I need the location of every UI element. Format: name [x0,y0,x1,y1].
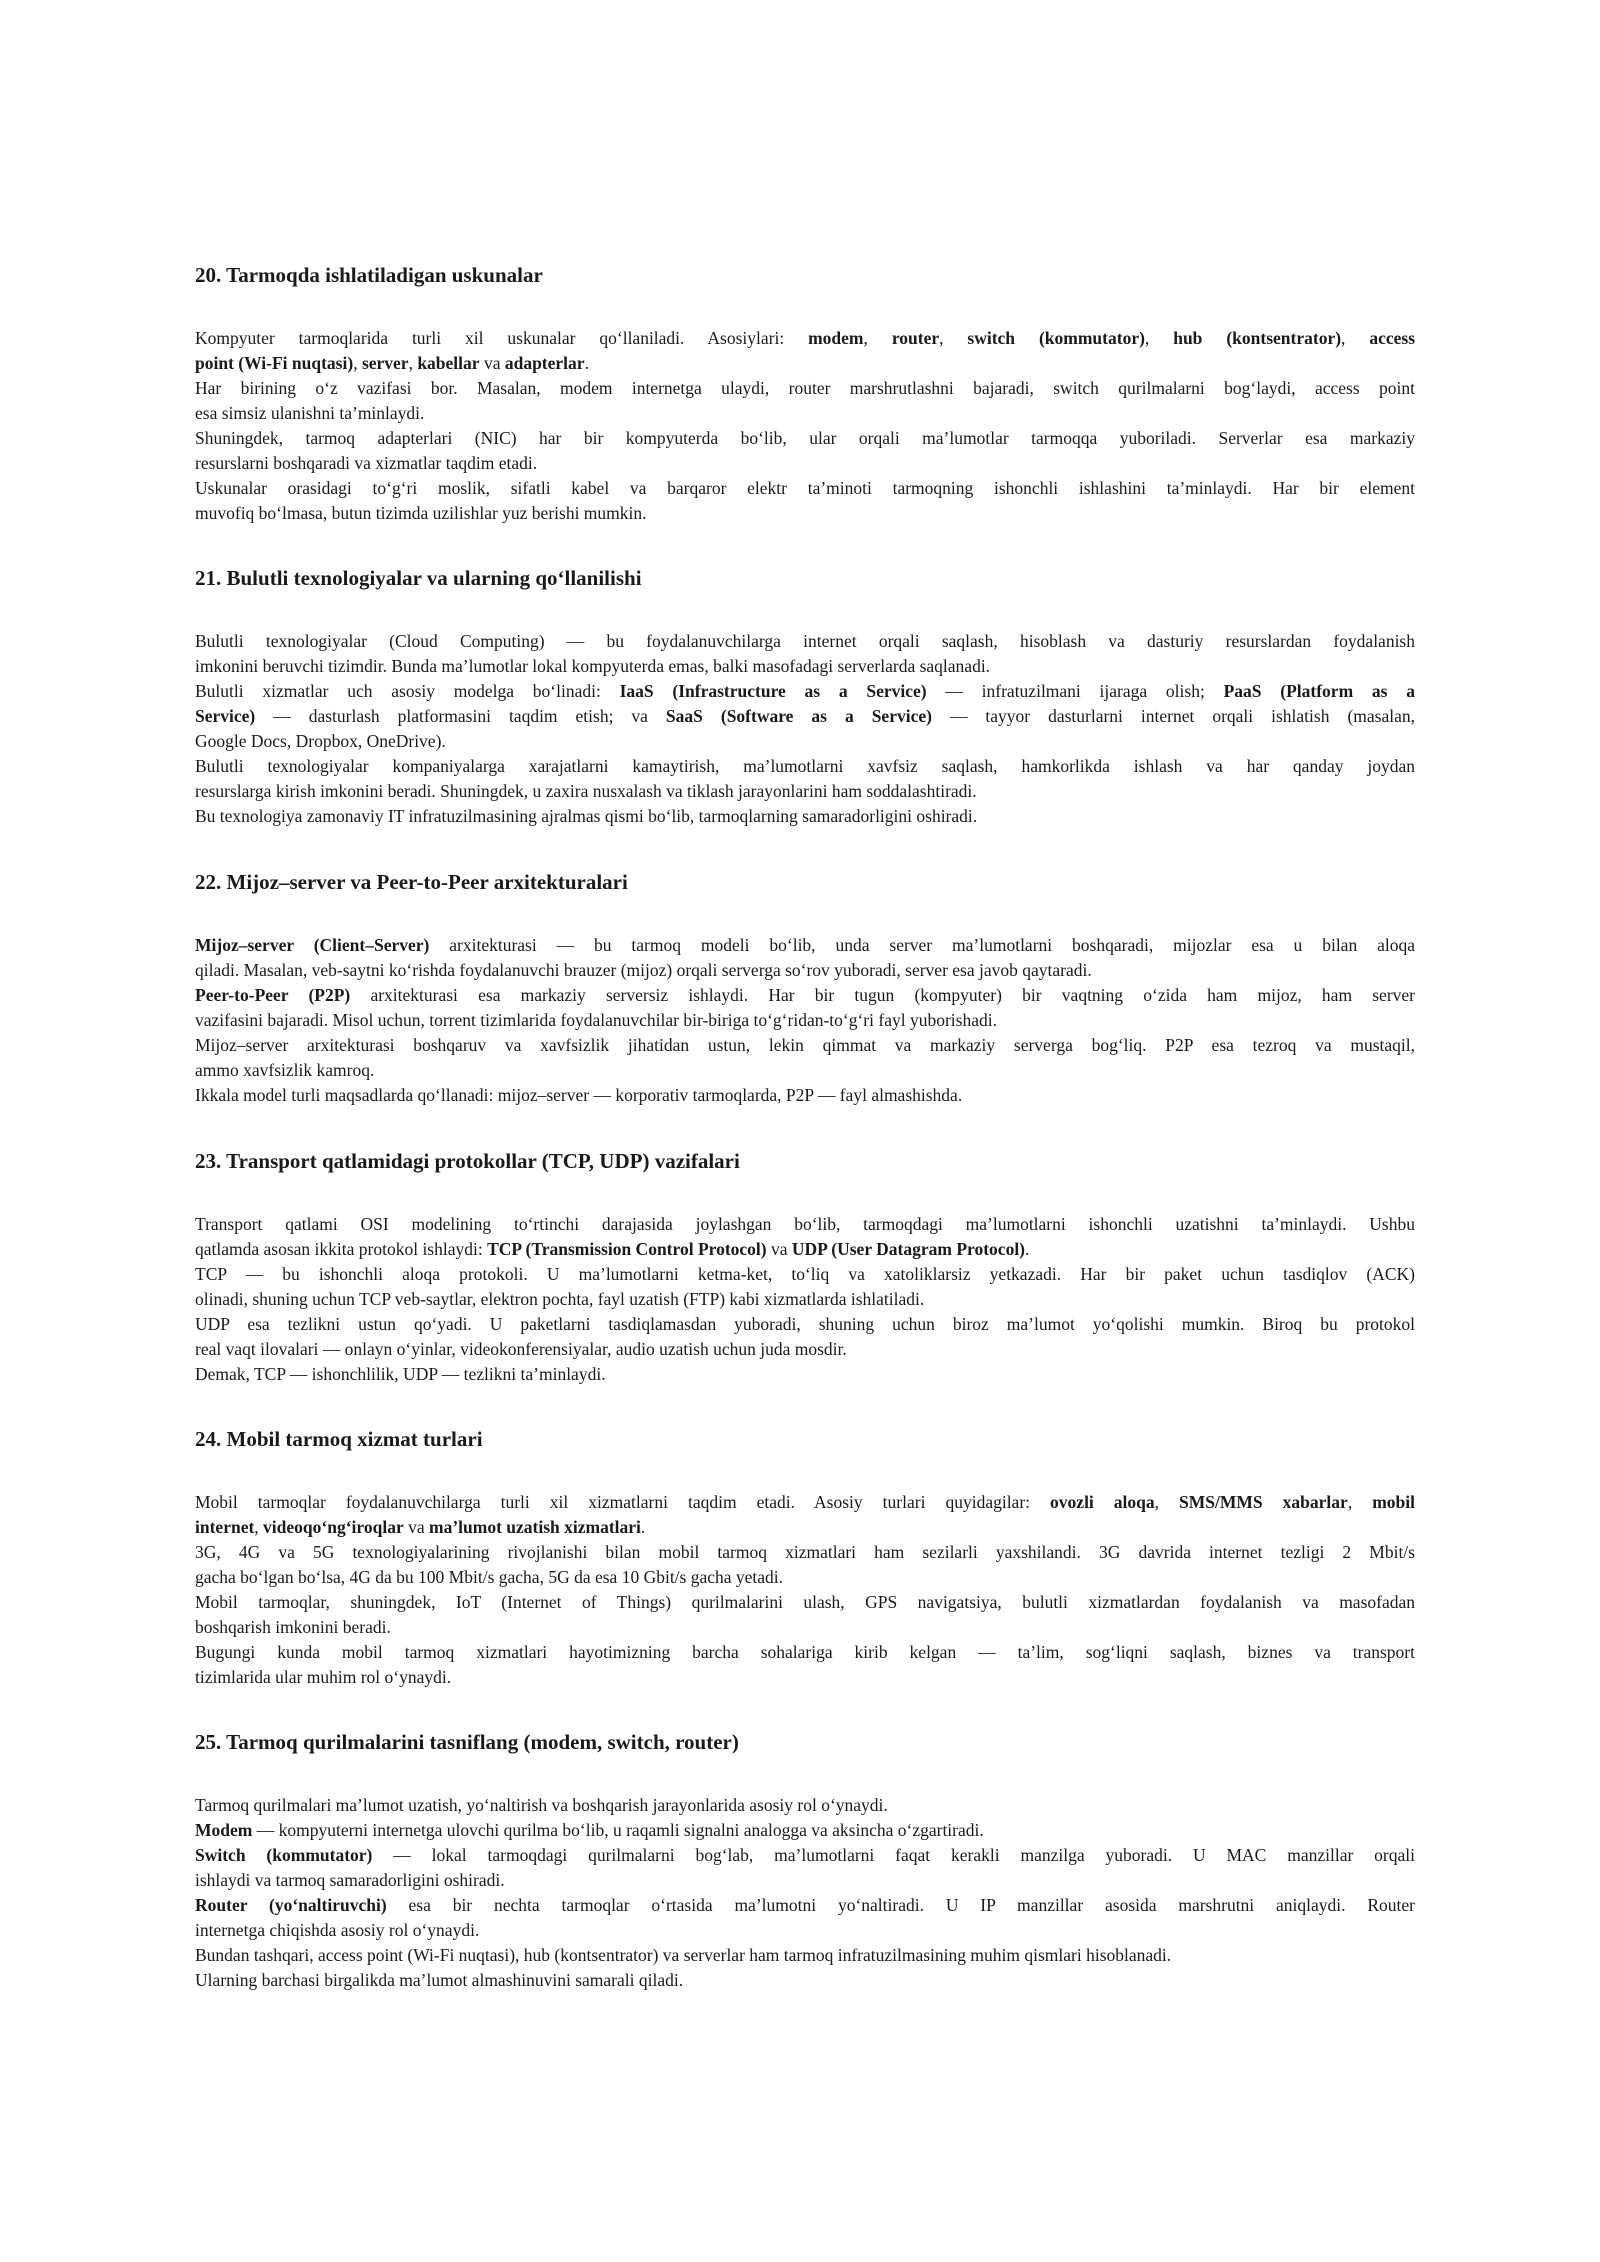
bold-term: modem [808,328,864,348]
paragraph-line [195,1058,1415,1083]
paragraph-line [195,1033,1415,1058]
text-run: qatlamda asosan ikkita protokol ishlaydi: [195,1239,488,1259]
section-paragraph [195,1490,1415,1690]
text-run: Ularning barchasi birgalikda ma’lumot almashinuvini samarali qiladi. [195,1970,684,1990]
paragraph-line [195,933,1415,958]
section-22 [195,869,1415,1108]
paragraph-line [195,1868,1415,1893]
text-run: vazifasini bajaradi. Misol uchun, torrent tizimlarida foydalanuvchilar bir-biriga to‘g‘ridan-to‘g‘ri fayl yuborishadi. [195,1010,997,1030]
paragraph-line [195,451,1415,476]
text-run: real vaqt ilovalari — onlayn o‘yinlar, videokonferensiyalar, audio uzatish uchun juda mosdir. [195,1339,847,1359]
paragraph-line [195,1590,1415,1615]
paragraph-line [195,1918,1415,1943]
text-run: , [1341,328,1370,348]
text-run: tizimlarida ular muhim rol o‘ynaydi. [195,1667,452,1687]
paragraph-line [195,351,1415,376]
text-run: , [1347,1492,1373,1512]
paragraph-line [195,1615,1415,1640]
text-run: imkonini beruvchi tizimdir. Bunda ma’lumotlar lokal kompyuterda emas, balki masofadagi serverlarda saqlanadi. [195,656,991,676]
paragraph-line [195,654,1415,679]
text-run: Shuningdek, tarmoq adapterlari (NIC) har bir kompyuterda bo‘lib, ular orqali ma’lumotlar tarmoqqa yuboriladi. Serverlar esa markaziy [195,428,1415,448]
bold-term: adapterlar [504,353,585,373]
bold-term: ovozli aloqa [1050,1492,1155,1512]
paragraph-line [195,1262,1415,1287]
paragraph-line [195,629,1415,654]
bold-term: point (Wi-Fi nuqtasi) [195,353,354,373]
section-25 [195,1729,1415,1993]
text-run: , [353,353,362,373]
text-run: boshqarish imkonini beradi. [195,1617,391,1637]
bold-term: Router (yo‘naltiruvchi) [195,1895,387,1915]
paragraph-line [195,804,1415,829]
paragraph-line [195,754,1415,779]
bold-term: mobil [1372,1492,1415,1512]
paragraph-line [195,729,1415,754]
bold-term: access [1369,328,1416,348]
paragraph-line [195,401,1415,426]
text-run: Bulutli texnologiyalar (Cloud Computing) — bu foydalanuvchilarga internet orqali saqlash, hisoblash va dasturiy resurslardan foydalanish [195,631,1415,651]
paragraph-line [195,326,1415,351]
section-paragraph [195,1212,1415,1387]
text-run: Bulutli xizmatlar uch asosiy modelga bo‘linadi: [195,681,620,701]
section-heading: 25. Tarmoq qurilmalarini tasniflang (modem, switch, router) [195,1730,739,1754]
text-run: Mijoz–server arxitekturasi boshqaruv va xavfsizlik jihatidan ustun, lekin qimmat va markaziy serverga bog‘liq. P2P esa tezroq va mustaqil, [195,1035,1415,1055]
section-paragraph [195,933,1415,1108]
section-23 [195,1148,1415,1387]
bold-term: Service) [195,706,256,726]
bold-term: SMS/MMS xabarlar [1179,1492,1348,1512]
text-run: va [479,353,505,373]
text-run: esa simsiz ulanishni ta’minlaydi. [195,403,425,423]
text-run: arxitekturasi — bu tarmoq modeli bo‘lib, unda server ma’lumotlarni boshqaradi, mijozlar esa u bilan aloqa [429,935,1415,955]
paragraph-line [195,704,1415,729]
paragraph-line [195,1287,1415,1312]
paragraph-line [195,1943,1415,1968]
text-run: Google Docs, Dropbox, OneDrive). [195,731,446,751]
paragraph-line [195,1008,1415,1033]
bold-term: internet [195,1517,255,1537]
text-run: Bu texnologiya zamonaviy IT infratuzilmasining ajralmas qismi bo‘lib, tarmoqlarning samaradorligini oshiradi. [195,806,978,826]
paragraph-line [195,1793,1415,1818]
bold-term: router [891,328,940,348]
text-run: , [408,353,418,373]
bold-term: kabellar [417,353,480,373]
paragraph-line [195,679,1415,704]
text-run: , [939,328,968,348]
paragraph-line [195,1665,1415,1690]
bold-term: Modem [195,1820,253,1840]
paragraph-line [195,1565,1415,1590]
text-run: Demak, TCP — ishonchlilik, UDP — tezlikni ta’minlaydi. [195,1364,606,1384]
bold-term: Peer-to-Peer (P2P) [195,985,351,1005]
section-paragraph [195,326,1415,526]
text-run: , [1154,1492,1180,1512]
text-run: qiladi. Masalan, veb-saytni ko‘rishda foydalanuvchi brauzer (mijoz) orqali serverga so‘rov yuboradi, server esa javob qaytaradi. [195,960,1092,980]
bold-term: switch (kommutator) [967,328,1145,348]
text-run: Uskunalar orasidagi to‘g‘ri moslik, sifatli kabel va barqaror elektr ta’minoti tarmoqning ishonchli ishlashini ta’minlaydi. Har bir element [195,478,1415,498]
bold-term: Switch (kommutator) [195,1845,373,1865]
paragraph-line [195,376,1415,401]
text-run: . [640,1517,646,1537]
text-run: muvofiq bo‘lmasa, butun tizimda uzilishlar yuz berishi mumkin. [195,503,647,523]
paragraph-line [195,1818,1415,1843]
text-run: . [584,353,589,373]
text-run: Kompyuter tarmoqlarida turli xil uskunalar qo‘llaniladi. Asosiylari: [195,328,809,348]
text-run: , [1144,328,1174,348]
text-run: va [403,1517,429,1537]
section-heading: 21. Bulutli texnologiyalar va ularning qo‘llanilishi [195,566,642,590]
paragraph-line [195,1237,1415,1262]
bold-term: SaaS (Software as a Service) [665,706,932,726]
bold-term: hub (kontsentrator) [1173,328,1342,348]
section-21 [195,565,1415,829]
paragraph-line [195,1540,1415,1565]
text-run: Har birining o‘z vazifasi bor. Masalan, modem internetga ulaydi, router marshrutlashni bajaradi, switch qurilmalarni bog‘laydi, access point [195,378,1415,398]
bold-term: server [361,353,409,373]
bold-term: videoqo‘ng‘iroqlar [263,1517,404,1537]
text-run: — kompyuterni internetga ulovchi qurilma bo‘lib, u raqamli signalni analogga va aksincha o‘zgartiradi. [252,1820,984,1840]
paragraph-line [195,501,1415,526]
text-run: ammo xavfsizlik kamroq. [195,1060,375,1080]
text-run: Ikkala model turli maqsadlarda qo‘llanadi: mijoz–server — korporativ tarmoqlarda, P2P — fayl almashishda. [195,1085,963,1105]
text-run: esa bir nechta tarmoqlar o‘rtasida ma’lumotni yo‘naltiradi. U IP manzillar asosida marshrutni aniqlaydi. Router [386,1895,1415,1915]
paragraph-line [195,476,1415,501]
section-heading: 23. Transport qatlamidagi protokollar (TCP, UDP) vazifalari [195,1149,740,1173]
text-run: Mobil tarmoqlar foydalanuvchilarga turli xil xizmatlarni taqdim etadi. Asosiy turlari quyidagilar: [195,1492,1051,1512]
text-run: UDP esa tezlikni ustun qo‘yadi. U paketlarni tasdiqlamasdan yuboradi, shuning uchun biroz ma’lumot yo‘qolishi mumkin. Biroq bu protokol [195,1314,1415,1334]
bold-term: UDP (User Datagram Protocol) [791,1239,1026,1259]
text-run: olinadi, shuning uchun TCP veb-saytlar, elektron pochta, fayl uzatish (FTP) kabi xizmatlarda ishlatiladi. [195,1289,925,1309]
text-run: Transport qatlami OSI modelining to‘rtinchi darajasida joylashgan bo‘lib, tarmoqdagi ma’lumotlarni ishonchli uzatishni ta’minlaydi. Ushbu [195,1214,1415,1234]
paragraph-line [195,1212,1415,1237]
section-heading: 20. Tarmoqda ishlatiladigan uskunalar [195,263,543,287]
paragraph-line [195,983,1415,1008]
paragraph-line [195,1843,1415,1868]
bold-term: TCP (Transmission Control Protocol) [487,1239,767,1259]
paragraph-line [195,426,1415,451]
text-run: Mobil tarmoqlar, shuningdek, IoT (Internet of Things) qurilmalarini ulash, GPS navigatsiya, bulutli xizmatlardan foydalanish va masofadan [195,1592,1415,1612]
section-24 [195,1426,1415,1690]
text-run: . [1025,1239,1030,1259]
paragraph-line [195,1640,1415,1665]
text-run: gacha bo‘lgan bo‘lsa, 4G da bu 100 Mbit/s gacha, 5G da esa 10 Gbit/s gacha yetadi. [195,1567,784,1587]
bold-term: PaaS (Platform as a [1223,681,1415,701]
paragraph-line [195,1968,1415,1993]
paragraph-line [195,958,1415,983]
text-run: TCP — bu ishonchli aloqa protokoli. U ma’lumotlarni ketma-ket, to‘liq va xatoliklarsiz yetkazadi. Har bir paket uchun tasdiqlov (ACK) [195,1264,1415,1284]
text-run: — tayyor dasturlarni internet orqali ishlatish (masalan, [931,706,1415,726]
bold-term: Mijoz–server (Client–Server) [195,935,430,955]
text-run: — lokal tarmoqdagi qurilmalarni bog‘lab, ma’lumotlarni faqat kerakli manzilga yuboradi. U MAC manzillar orqali [372,1845,1415,1865]
paragraph-line [195,779,1415,804]
paragraph-line [195,1312,1415,1337]
paragraph-line [195,1337,1415,1362]
text-run: Bulutli texnologiyalar kompaniyalarga xarajatlarni kamaytirish, ma’lumotlarni xavfsiz saqlash, hamkorlikda ishlash va har qanday joydan [195,756,1415,776]
paragraph-line [195,1490,1415,1515]
text-run: — infratuzilmani ijaraga olish; [926,681,1224,701]
text-run: resurslarni boshqaradi va xizmatlar taqdim etadi. [195,453,538,473]
text-run: Bugungi kunda mobil tarmoq xizmatlari hayotimizning barcha sohalariga kirib kelgan — ta’lim, sog‘liqni saqlash, biznes va transport [195,1642,1415,1662]
text-run: — dasturlash platformasini taqdim etish; va [255,706,666,726]
text-run: va [766,1239,792,1259]
bold-term: ma’lumot uzatish xizmatlari [429,1517,641,1537]
paragraph-line [195,1362,1415,1387]
paragraph-line [195,1893,1415,1918]
text-run: , [863,328,892,348]
text-run: Tarmoq qurilmalari ma’lumot uzatish, yo‘naltirish va boshqarish jarayonlarida asosiy rol o‘ynaydi. [195,1795,888,1815]
text-run: ishlaydi va tarmoq samaradorligini oshiradi. [195,1870,505,1890]
text-run: 3G, 4G va 5G texnologiyalarining rivojlanishi bilan mobil tarmoq xizmatlari ham sezilarli yaxshilandi. 3G davrida internet tezligi 2 Mbit/s [195,1542,1415,1562]
section-heading: 24. Mobil tarmoq xizmat turlari [195,1427,483,1451]
section-paragraph [195,629,1415,829]
bold-term: IaaS (Infrastructure as a Service) [619,681,927,701]
text-run: resurslarga kirish imkonini beradi. Shuningdek, u zaxira nusxalash va tiklash jarayonlarini ham soddalashtiradi. [195,781,977,801]
paragraph-line [195,1083,1415,1108]
text-run: , [254,1517,264,1537]
section-paragraph [195,1793,1415,1993]
section-heading: 22. Mijoz–server va Peer-to-Peer arxitekturalari [195,870,628,894]
section-20 [195,262,1415,526]
paragraph-line [195,1515,1415,1540]
text-run: internetga chiqishda asosiy rol o‘ynaydi. [195,1920,480,1940]
text-run: Bundan tashqari, access point (Wi-Fi nuqtasi), hub (kontsentrator) va serverlar ham tarmoq infratuzilmasining muhim qismlari hisoblanadi. [195,1945,1172,1965]
text-run: arxitekturasi esa markaziy serversiz ishlaydi. Har bir tugun (kompyuter) bir vaqtning o‘zida ham mijoz, ham server [350,985,1416,1005]
